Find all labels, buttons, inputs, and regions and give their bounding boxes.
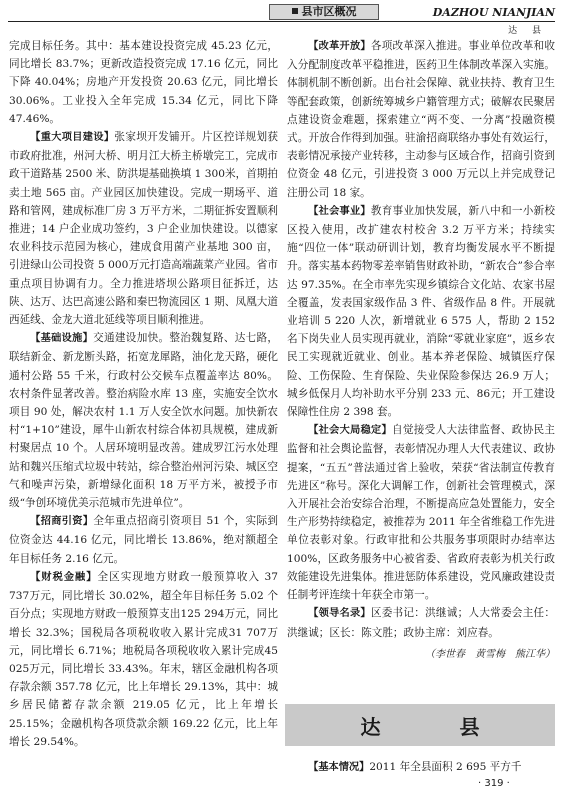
section-title: 【基本情况】	[308, 762, 370, 773]
paragraph	[287, 758, 555, 777]
section-title: 【基础设施】	[30, 333, 94, 345]
running-title: DAZHOU NIANJIAN	[432, 6, 555, 19]
section-text: 交通建设加快。整治魏复路、达七路，联结新金、新龙断头路，拓宽龙犀路，油化龙天路，硬化通村公路 55 千米，行政村公交候车点覆盖率达 80%。农村条件显著改善。整治病险水库 13 座，实施安全饮水项目 90 处，解决农村 1.1 万人安全饮水问题。加快新农村“1+10”建设，犀牛山新农村综合体初具规模，建成新村聚居点 10 个。人居环境明显改善。建成罗江污水处理站和魏兴压缩式垃圾中转站，综合整治州河污染、城区空气和噪声污染，新增绿化面积 18 万平方米，被授予市级“争创环境优美示范城市先进单位”。	[9, 332, 279, 510]
continued-paragraph	[9, 37, 278, 128]
page-number: · 319 ·	[478, 778, 510, 789]
section-title: 【招商引资】	[30, 516, 94, 528]
section-paragraph	[9, 128, 278, 329]
section-text: 自觉接受人大法律监督、政协民主监督和社会舆论监督，表彰情况办理人大代表建议、政协提案，“五五”普法通过省上验收，荣获“省法制宣传教育先进区”称号。深化大调解工作，创新社会管理模式，深入开展社会治安综合治理，不断提高应急处置能力，安全生产形势持续稳定，被推荐为 2011 年全省维稳工作先进单位表彰对象。行政审批和公共服务事项限时办结率达 100%，区政务服务中心被省委、省政府表彰为机关行政效能建设先进集体。推进惩防体系建设，党风廉政建设责任制考评连续十年获全市第一。	[287, 424, 556, 602]
header-rule	[8, 21, 555, 22]
author-credit: （李世春 黄雪梅 熊江华）	[425, 648, 555, 660]
section-paragraph	[9, 329, 278, 512]
left-column	[9, 37, 278, 751]
county-banner	[285, 704, 555, 746]
section-paragraph	[287, 604, 555, 641]
section-title: 【重大项目建设】	[30, 132, 115, 144]
county-title: 达 县	[360, 714, 516, 739]
section-title: 【社会大局稳定】	[308, 425, 393, 437]
section-paragraph	[287, 421, 555, 604]
section-text: 2011 年全县面积 2 695 平方千	[369, 761, 522, 773]
section-paragraph	[287, 202, 555, 421]
section-text: 全年重点招商引资项目 51 个，实际到位资金达 44.16 亿元，同比增长 13.86%，绝对额超全年目标任务 2.16 亿元。	[9, 515, 278, 565]
section-paragraph	[9, 568, 278, 751]
right-column	[287, 37, 555, 664]
running-county: 达 县	[508, 26, 547, 36]
section-paragraph	[287, 37, 555, 202]
section-title: 【领导名录】	[308, 608, 371, 620]
section-title: 【改革开放】	[308, 41, 371, 52]
page-header	[0, 0, 563, 34]
paragraph-text: 完成目标任务。其中：基本建设投资完成 45.23 亿元，同比增长 83.7%；更新改造投资完成 17.16 亿元，同比下降 40.04%；房地产开发投资 20.63 亿元，同比增长 30.06%。工业投入全年完成 15.34 亿元，同比下降 47.46%。	[9, 40, 278, 125]
section-title: 【财税金融】	[30, 571, 98, 583]
basic-info-paragraph	[287, 758, 555, 777]
section-text: 各项改革深入推进。事业单位改革和收入分配制度改革平稳推进，医药卫生体制改革深入实施。体制机制不断创新。出台社会保障、就业扶持、教育卫生等配套政策，创新统筹城乡户籍管理方式；破解农民聚居点建设资金难题，探索建立“两不变、一分离”投融资模式。开放合作得到加强。驻渝招商联络办事处有效运行，表彰情况承接产业转移，主动参与区域合作，招商引资到位资金 48 亿元，引进投资 3 000 万元以上并完成登记注册公司 18 家。	[287, 40, 556, 199]
section-tab	[269, 4, 379, 20]
section-text: 教育事业加快发展，新八中和一小新校区投入使用，改扩建农村校舍 3.2 万平方米；持续实施“四位一体”联动研训计划，教育均衡发展水平不断提升。落实基本药物零差率销售财政补助，“新农合”参合率达 97.35%。在全市率先实现乡镇综合文化站、农家书屋全覆盖，发表国家级作品 3 件、省级作品 8 件。开展就业培训 5 220 人次，新增就业 6 575 人，帮助 2 152 名下岗失业人员实现再就业，消除“零就业家庭”，返乡农民工实现就近就业、创业。基本养老保险、城镇医疗保险、工伤保险、生育保险、失业保险参保达 26.9 万人；城乡低保月人均补助水平分别 233 元、86元；开工建设保障性住房 2 398 套。	[287, 204, 556, 419]
section-title: 【社会事业】	[308, 205, 371, 217]
section-paragraph	[9, 512, 278, 568]
section-text: 张家坝开发铺开。片区控详规划获市政府批准，州河大桥、明月江大桥主桥墩完工，完成市政干道路基 2500 米、防洪堤基础换填 1 300米，首期拍卖土地 565 亩。产业园区加快建设。完成一期场平、道路和管网，建成标准厂房 3 万平方米，二期征拆安置顺利推进；14 户企业成功签约，3 户企业加快建设。以德家农业科技示范园为核心，建成食用菌产业基地 300 亩，引进绿山公司投资 5 000万元打造高端蔬菜产业园。省市重点项目协调有力。全力推进塔坝公路项目征拆迁，达陕、达万、达巴高速公路和秦巴物流园区 1 期、凤凰大道西延线、金龙大道北延线等项目顺利推进。	[9, 131, 279, 327]
square-bullet-icon	[292, 8, 298, 14]
section-tab-label: 县市区概况	[301, 5, 357, 18]
section-text: 区委书记：洪继诚；人大常委会主任：洪继诚；区长：陈文胜；政协主席：刘应春。	[287, 607, 556, 639]
section-text: 全区实现地方财政一般预算收入 37 737万元，同比增长 30.02%，超全年目标任务 5.02 个百分点；实现地方财政一般预算支出125 294万元，同比增长 32.3%；国税局各项税收收入累计完成31 707万元，同比增长 6.71%；地税局各项税收收入累计完成45 025万元，同比增长 33.43%。年末，辖区金融机构各项存款余额 357.78 亿元，比上年增长 29.13%，其中：城乡居民储蓄存款余额 219.05 亿元，比上年增长 25.15%；金融机构各项贷款余额 169.22 亿元，比上年增长 29.54%。	[9, 570, 278, 748]
